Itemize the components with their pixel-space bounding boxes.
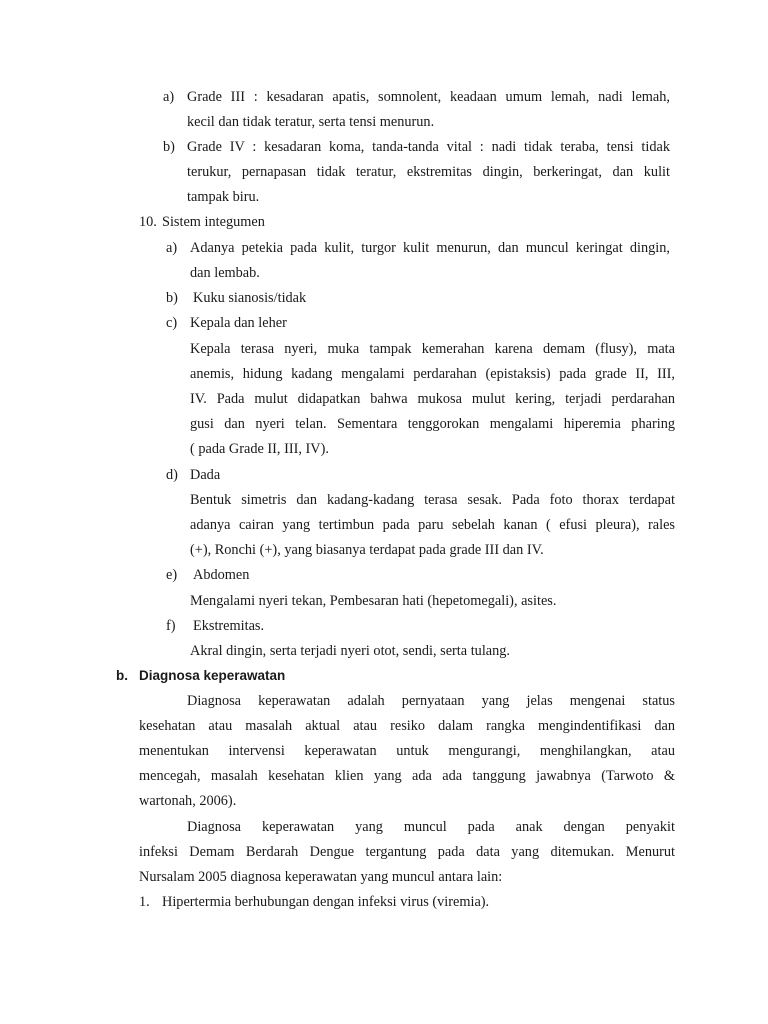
kepala-line-3: IV. Pada mulut didapatkan bahwa mukosa mulut kering, terjadi perdarahan <box>190 391 675 407</box>
dada-line-3: (+), Ronchi (+), yang biasanya terdapat pada grade III dan IV. <box>190 542 544 558</box>
integumen-b-line-1: Kuku sianosis/tidak <box>193 290 307 306</box>
paragraph-1-line-5: wartonah, 2006). <box>139 793 237 809</box>
list-marker: a) <box>166 240 178 256</box>
dada-line-2: adanya cairan yang tertimbun pada paru sebelah kanan ( efusi pleura), rales <box>190 517 675 533</box>
paragraph-1-line-3: menentukan intervensi keperawatan untuk mengurangi, menghilangkan, atau <box>139 743 675 759</box>
list-marker: b) <box>166 290 178 306</box>
integumen-a-line-1: Adanya petekia pada kulit, turgor kulit menurun, dan muncul keringat dingin, <box>190 240 670 256</box>
list-marker: e) <box>166 567 178 583</box>
grade-iv-line-1: Grade IV : kesadaran koma, tanda-tanda vital : nadi tidak teraba, tensi tidak <box>187 139 670 155</box>
abdomen-line-1: Mengalami nyeri tekan, Pembesaran hati (hepetomegali), asites. <box>190 593 557 609</box>
subsection-title: Abdomen <box>193 567 250 583</box>
list-marker: b) <box>163 139 175 155</box>
list-marker: 1. <box>139 894 150 910</box>
kepala-line-4: gusi dan nyeri telan. Sementara tenggorokan mengalami hiperemia pharing <box>190 416 675 432</box>
grade-iii-line-1: Grade III : kesadaran apatis, somnolent, keadaan umum lemah, nadi lemah, <box>187 89 670 105</box>
paragraph-2-line-3: Nursalam 2005 diagnosa keperawatan yang muncul antara lain: <box>139 869 503 885</box>
section-number: 10. <box>139 214 157 230</box>
section-marker: b. <box>116 668 128 683</box>
list-marker: f) <box>166 618 176 634</box>
grade-iii-line-2: kecil dan tidak teratur, serta tensi menurun. <box>187 114 435 130</box>
paragraph-2-line-2: infeksi Demam Berdarah Dengue tergantung pada data yang ditemukan. Menurut <box>139 844 675 860</box>
integumen-a-line-2: dan lembab. <box>190 265 260 281</box>
subsection-title: Kepala dan leher <box>190 315 287 331</box>
dada-line-1: Bentuk simetris dan kadang-kadang terasa sesak. Pada foto thorax terdapat <box>190 492 675 508</box>
grade-iv-line-3: tampak biru. <box>187 189 260 205</box>
kepala-line-1: Kepala terasa nyeri, muka tampak kemerahan karena demam (flusy), mata <box>190 341 675 357</box>
section-title: Sistem integumen <box>162 214 265 230</box>
kepala-line-5: ( pada Grade II, III, IV). <box>190 441 329 457</box>
ekstremitas-line-1: Akral dingin, serta terjadi nyeri otot, sendi, serta tulang. <box>190 643 511 659</box>
subsection-title: Ekstremitas. <box>193 618 265 634</box>
paragraph-1-line-4: mencegah, masalah kesehatan klien yang ada ada tanggung jawabnya (Tarwoto & <box>139 768 675 784</box>
paragraph-1-line-1: Diagnosa keperawatan adalah pernyataan yang jelas mengenai status <box>187 693 675 709</box>
paragraph-1-line-2: kesehatan atau masalah aktual atau resiko dalam rangka mengindentifikasi dan <box>139 718 675 734</box>
list-marker: c) <box>166 315 178 331</box>
section-heading: Diagnosa keperawatan <box>139 668 286 683</box>
kepala-line-2: anemis, hidung kadang mengalami perdarahan (epistaksis) pada grade II, III, <box>190 366 675 382</box>
subsection-title: Dada <box>190 467 221 483</box>
list-marker: d) <box>166 467 178 483</box>
diagnosis-item: Hipertermia berhubungan dengan infeksi virus (viremia). <box>162 894 490 910</box>
grade-iv-line-2: terukur, pernapasan tidak teratur, ekstremitas dingin, berkeringat, dan kulit <box>187 164 670 180</box>
list-marker: a) <box>163 89 175 105</box>
paragraph-2-line-1: Diagnosa keperawatan yang muncul pada anak dengan penyakit <box>187 819 675 835</box>
